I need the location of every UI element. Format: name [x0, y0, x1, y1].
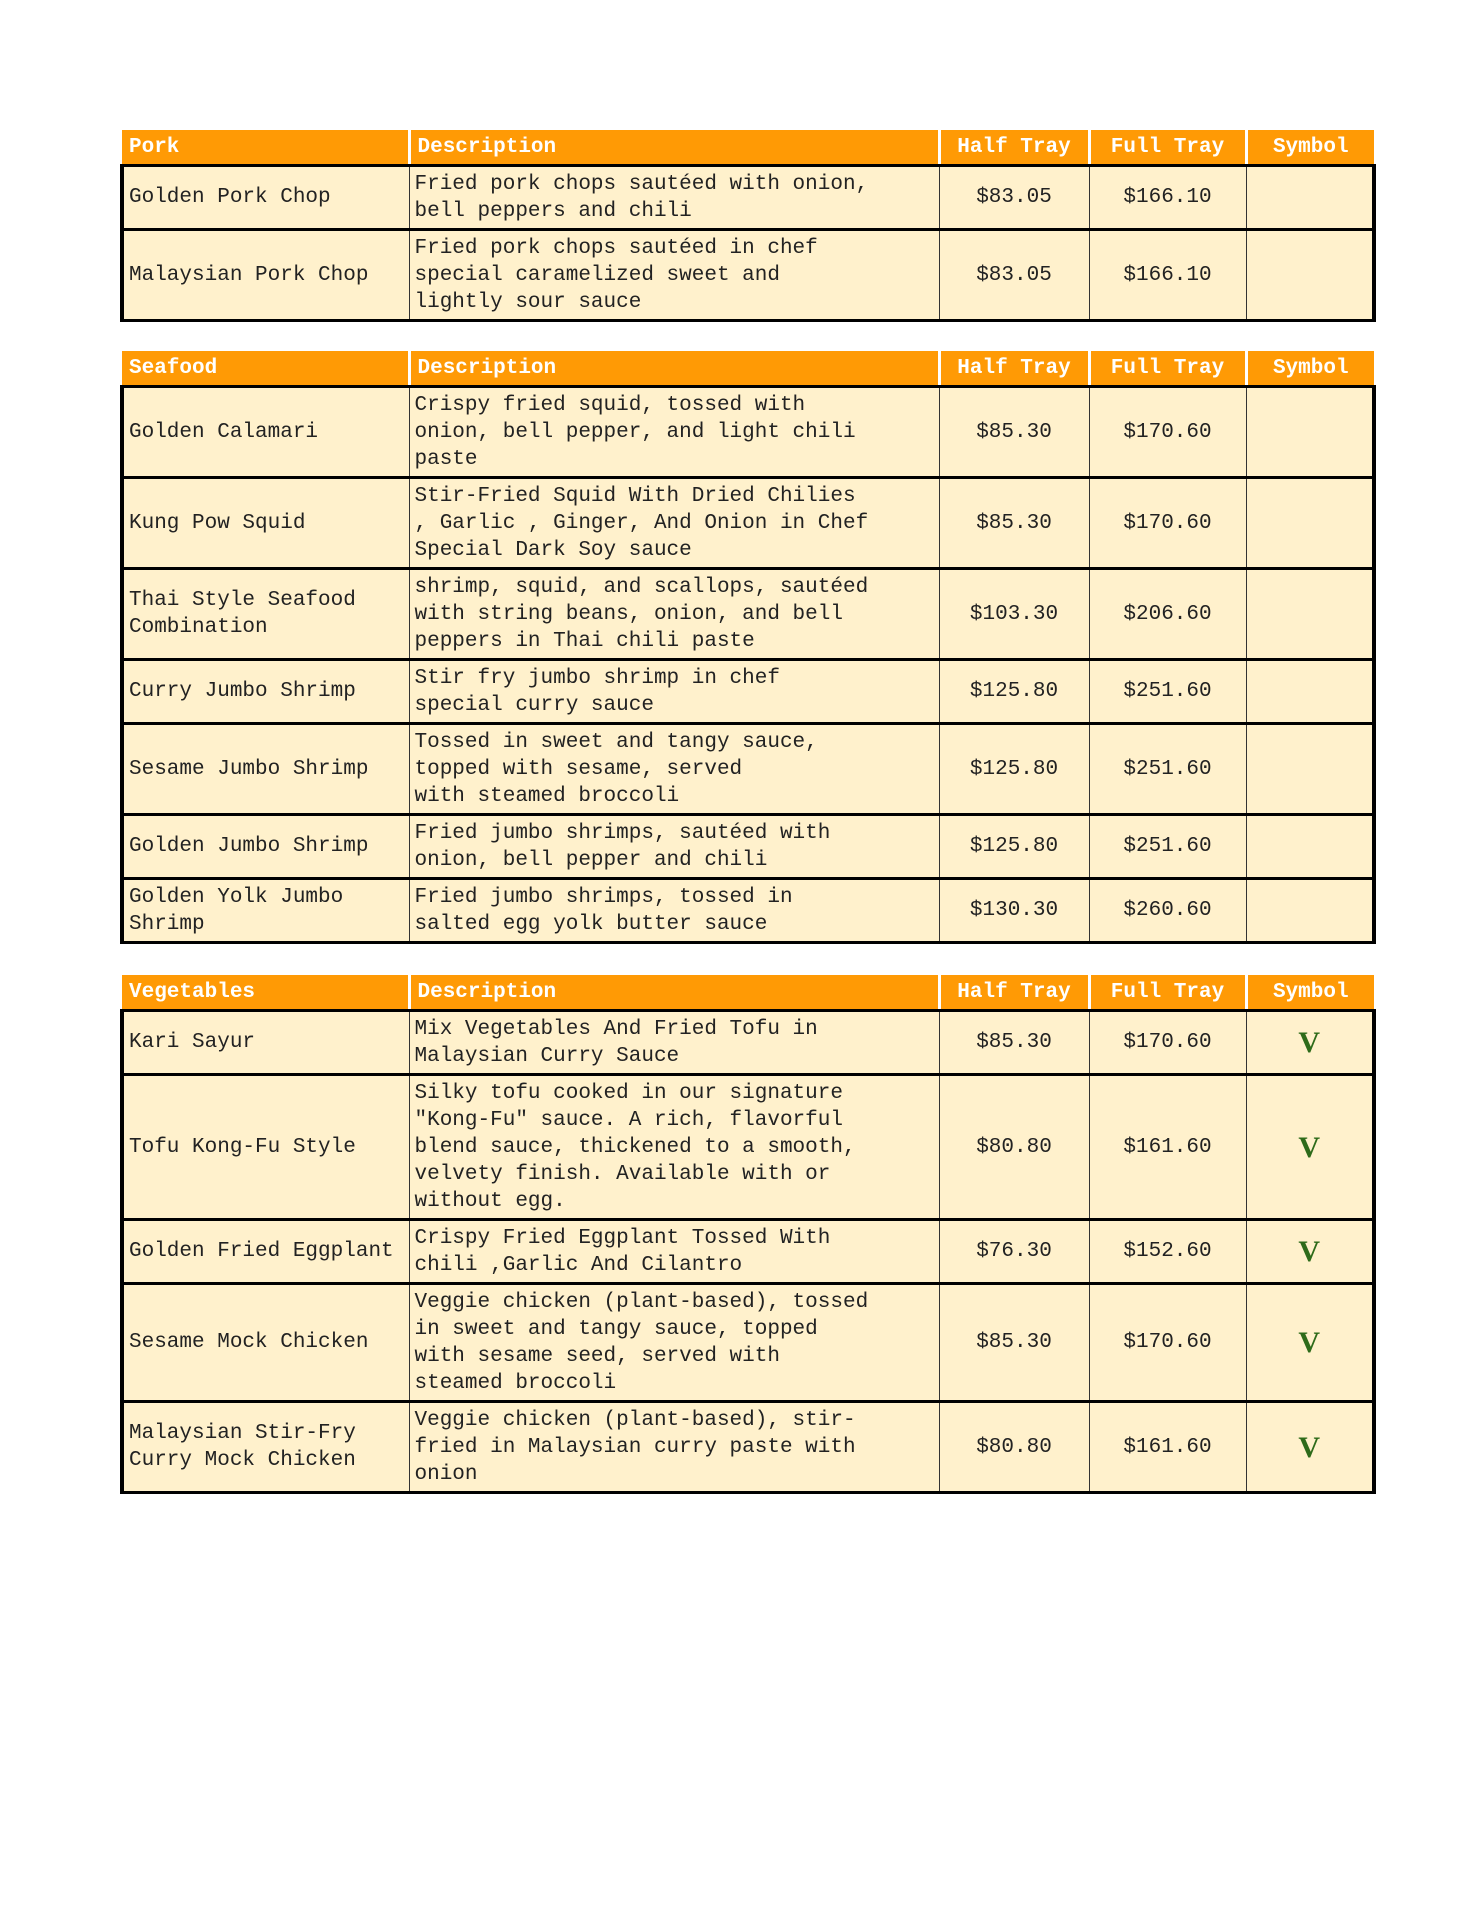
symbol-header: Symbol: [1246, 130, 1374, 166]
item-symbol: [1246, 660, 1374, 724]
full-tray-price: $170.60: [1089, 478, 1246, 569]
category-header: Vegetables: [122, 975, 409, 1011]
menu-item-row: [122, 230, 1374, 321]
vegetarian-symbol: V: [1246, 1075, 1374, 1220]
menu-item-row: [122, 1284, 1374, 1402]
item-description: shrimp, squid, and scallops, sautéed with string beans, onion, and bell peppers in Thai chili paste: [409, 569, 939, 660]
item-name: Curry Jumbo Shrimp: [122, 660, 409, 724]
item-symbol: [1246, 724, 1374, 815]
item-description: Fried jumbo shrimps, sautéed with onion, bell pepper and chili: [409, 815, 939, 879]
half-tray-price: $125.80: [939, 815, 1089, 879]
half-tray-price: $76.30: [939, 1220, 1089, 1284]
item-name: Kung Pow Squid: [122, 478, 409, 569]
item-symbol: [1246, 166, 1374, 230]
full-tray-price: $152.60: [1089, 1220, 1246, 1284]
table-header-row: [122, 975, 1374, 1011]
item-symbol: [1246, 569, 1374, 660]
half-tray-price: $83.05: [939, 230, 1089, 321]
item-description: Stir-Fried Squid With Dried Chilies , Garlic , Ginger, And Onion in Chef Special Dark Soy sauce: [409, 478, 939, 569]
item-name: Tofu Kong-Fu Style: [122, 1075, 409, 1220]
half-tray-price: $80.80: [939, 1402, 1089, 1493]
item-name: Golden Yolk Jumbo Shrimp: [122, 879, 409, 943]
item-name: Golden Calamari: [122, 387, 409, 478]
vegetables-menu-table: [120, 975, 1376, 1494]
full-tray-price: $161.60: [1089, 1402, 1246, 1493]
item-description: Crispy fried squid, tossed with onion, bell pepper, and light chili paste: [409, 387, 939, 478]
description-header: Description: [409, 975, 939, 1011]
category-header: Pork: [122, 130, 409, 166]
menu-item-row: [122, 724, 1374, 815]
half-tray-price: $83.05: [939, 166, 1089, 230]
full-tray-price: $170.60: [1089, 1284, 1246, 1402]
full-tray-price: $251.60: [1089, 724, 1246, 815]
full-tray-price: $166.10: [1089, 166, 1246, 230]
item-name: Golden Fried Eggplant: [122, 1220, 409, 1284]
item-symbol: [1246, 387, 1374, 478]
half-tray-price: $80.80: [939, 1075, 1089, 1220]
item-name: Malaysian Pork Chop: [122, 230, 409, 321]
seafood-menu-section: [120, 351, 1372, 944]
item-name: Kari Sayur: [122, 1011, 409, 1075]
full-tray-header: Full Tray: [1089, 975, 1246, 1011]
menu-item-row: [122, 1075, 1374, 1220]
item-symbol: [1246, 879, 1374, 943]
item-description: Crispy Fried Eggplant Tossed With chili ,Garlic And Cilantro: [409, 1220, 939, 1284]
half-tray-header: Half Tray: [939, 130, 1089, 166]
half-tray-price: $125.80: [939, 724, 1089, 815]
item-name: Malaysian Stir-Fry Curry Mock Chicken: [122, 1402, 409, 1493]
table-header-row: [122, 351, 1374, 387]
item-name: Sesame Mock Chicken: [122, 1284, 409, 1402]
half-tray-price: $85.30: [939, 478, 1089, 569]
half-tray-price: $85.30: [939, 1284, 1089, 1402]
item-description: Veggie chicken (plant-based), tossed in sweet and tangy sauce, topped with sesame seed, served with steamed broccoli: [409, 1284, 939, 1402]
item-name: Golden Pork Chop: [122, 166, 409, 230]
half-tray-price: $125.80: [939, 660, 1089, 724]
menu-item-row: [122, 1220, 1374, 1284]
half-tray-price: $130.30: [939, 879, 1089, 943]
half-tray-header: Half Tray: [939, 975, 1089, 1011]
vegetarian-symbol: V: [1246, 1220, 1374, 1284]
half-tray-price: $85.30: [939, 387, 1089, 478]
menu-item-row: [122, 387, 1374, 478]
item-description: Mix Vegetables And Fried Tofu in Malaysian Curry Sauce: [409, 1011, 939, 1075]
full-tray-price: $206.60: [1089, 569, 1246, 660]
table-header-row: [122, 130, 1374, 166]
category-header: Seafood: [122, 351, 409, 387]
item-symbol: [1246, 815, 1374, 879]
vegetarian-symbol: V: [1246, 1402, 1374, 1493]
description-header: Description: [409, 351, 939, 387]
full-tray-price: $161.60: [1089, 1075, 1246, 1220]
full-tray-header: Full Tray: [1089, 351, 1246, 387]
half-tray-header: Half Tray: [939, 351, 1089, 387]
seafood-menu-table: [120, 351, 1376, 944]
item-description: Fried jumbo shrimps, tossed in salted egg yolk butter sauce: [409, 879, 939, 943]
full-tray-price: $170.60: [1089, 387, 1246, 478]
item-symbol: [1246, 478, 1374, 569]
symbol-header: Symbol: [1246, 975, 1374, 1011]
symbol-header: Symbol: [1246, 351, 1374, 387]
item-description: Veggie chicken (plant-based), stir- fried in Malaysian curry paste with onion: [409, 1402, 939, 1493]
item-name: Golden Jumbo Shrimp: [122, 815, 409, 879]
item-symbol: [1246, 230, 1374, 321]
half-tray-price: $103.30: [939, 569, 1089, 660]
menu-item-row: [122, 166, 1374, 230]
vegetarian-symbol: V: [1246, 1284, 1374, 1402]
menu-item-row: [122, 1011, 1374, 1075]
item-description: Tossed in sweet and tangy sauce, topped with sesame, served with steamed broccoli: [409, 724, 939, 815]
full-tray-price: $170.60: [1089, 1011, 1246, 1075]
menu-item-row: [122, 478, 1374, 569]
menu-item-row: [122, 815, 1374, 879]
full-tray-price: $166.10: [1089, 230, 1246, 321]
full-tray-header: Full Tray: [1089, 130, 1246, 166]
menu-item-row: [122, 879, 1374, 943]
pork-menu-section: [120, 130, 1372, 322]
menu-item-row: [122, 660, 1374, 724]
item-description: Fried pork chops sautéed with onion, bell peppers and chili: [409, 166, 939, 230]
item-description: Stir fry jumbo shrimp in chef special curry sauce: [409, 660, 939, 724]
full-tray-price: $251.60: [1089, 815, 1246, 879]
pork-menu-table: [120, 130, 1376, 322]
item-description: Fried pork chops sautéed in chef special caramelized sweet and lightly sour sauce: [409, 230, 939, 321]
full-tray-price: $260.60: [1089, 879, 1246, 943]
half-tray-price: $85.30: [939, 1011, 1089, 1075]
vegetarian-symbol: V: [1246, 1011, 1374, 1075]
full-tray-price: $251.60: [1089, 660, 1246, 724]
description-header: Description: [409, 130, 939, 166]
menu-item-row: [122, 569, 1374, 660]
vegetables-menu-section: [120, 975, 1372, 1494]
item-name: Sesame Jumbo Shrimp: [122, 724, 409, 815]
menu-item-row: [122, 1402, 1374, 1493]
item-name: Thai Style Seafood Combination: [122, 569, 409, 660]
item-description: Silky tofu cooked in our signature "Kong-Fu" sauce. A rich, flavorful blend sauce, thickened to a smooth, velvety finish. Available with or without egg.: [409, 1075, 939, 1220]
